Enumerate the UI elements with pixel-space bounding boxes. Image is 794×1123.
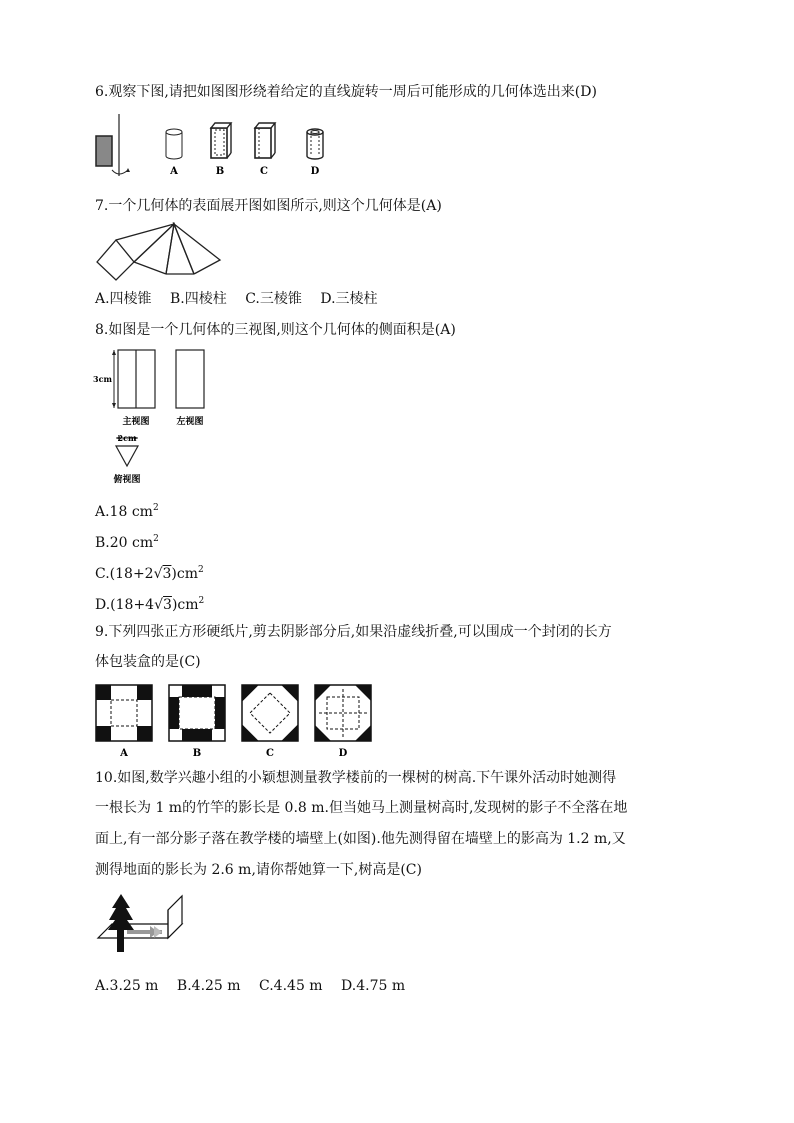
q7-option-b: B.四棱柱 <box>170 291 227 307</box>
label-b: B <box>192 748 202 759</box>
label-d: D <box>338 748 348 759</box>
option-a-net <box>96 685 152 741</box>
q8-option-b: B.20 $cm^2$ <box>95 534 159 551</box>
q10-options <box>95 976 419 996</box>
q10-text-line2: 一根长为 1 m的竹竿的影长是 0.8 m.但当她马上测量树高时,发现树的影子不全落在地 <box>95 800 628 816</box>
label-a: A <box>170 166 178 177</box>
option-b-prism <box>211 123 231 158</box>
q7-option-a: A.四棱锥 <box>95 291 152 307</box>
q9-nets-figure <box>94 683 376 761</box>
q10-option-d: D.4.75 m <box>341 978 406 994</box>
front-view-label: 主视图 <box>122 417 150 427</box>
label-c: C <box>266 748 274 759</box>
q8-text: 8.如图是一个几何体的三视图,则这个几何体的侧面积是(A) <box>95 322 456 338</box>
q7-option-c: C.三棱锥 <box>245 291 302 307</box>
width-label: 2cm <box>117 433 137 443</box>
option-c-net <box>242 685 298 741</box>
q10-text-line4: 测得地面的影长为 2.6 m,请你帮她算一下,树高是(C) <box>95 862 422 878</box>
option-d-hollow-cylinder <box>307 129 323 159</box>
option-a-cylinder <box>166 129 182 159</box>
top-view-label: 俯视图 <box>113 475 141 485</box>
q10-text-line3: 面上,有一部分影子落在教学楼的墙壁上(如图).他先测得留在墙壁上的影高为 1.2 m,又 <box>95 831 626 847</box>
left-view-label: 左视图 <box>176 417 204 427</box>
q8-option-d: $D.(18+4√3)cm^2$ <box>95 596 205 613</box>
q7-text: 7.一个几何体的表面展开图如图所示,则这个几何体是(A) <box>95 198 442 214</box>
q6-figure <box>92 110 342 182</box>
label-a: A <box>120 748 128 759</box>
rectangle-shape <box>96 136 112 166</box>
option-c-prism <box>255 123 275 158</box>
q10-text-line1: 10.如图,数学兴趣小组的小颖想测量教学楼前的一棵树的树高.下午课外活动时她测得 <box>95 770 617 786</box>
q8-three-views-figure <box>92 346 222 488</box>
q7-net-figure <box>94 222 224 282</box>
option-b-net <box>169 685 225 741</box>
label-c: C <box>260 166 268 177</box>
q9-text-line1: 9.下列四张正方形硬纸片,剪去阴影部分后,如果沿虚线折叠,可以围成一个封闭的长方 <box>95 624 612 640</box>
rotation-arrow-icon <box>112 170 128 174</box>
height-label: 3cm <box>93 374 112 384</box>
q9-text-line2: 体包装盒的是(C) <box>95 654 201 670</box>
q6-text: 6.观察下图,请把如图图形绕着给定的直线旋转一周后可能形成的几何体选出来(D) <box>95 84 597 100</box>
q10-option-a: A.3.25 m <box>95 978 159 994</box>
q8-option-a: A.18 $cm^2$ <box>95 503 159 520</box>
q10-option-b: B.4.25 m <box>176 978 241 994</box>
q8-option-c: $C.(18+2√3)cm^2$ <box>95 565 204 582</box>
label-b: B <box>215 166 225 177</box>
q10-option-c: C.4.45 m <box>259 978 323 994</box>
q7-option-d: D.三棱柱 <box>320 291 378 307</box>
q7-options <box>95 289 392 309</box>
q10-tree-shadow-figure <box>94 892 186 960</box>
option-d-net <box>315 685 371 741</box>
label-d: D <box>310 166 320 177</box>
